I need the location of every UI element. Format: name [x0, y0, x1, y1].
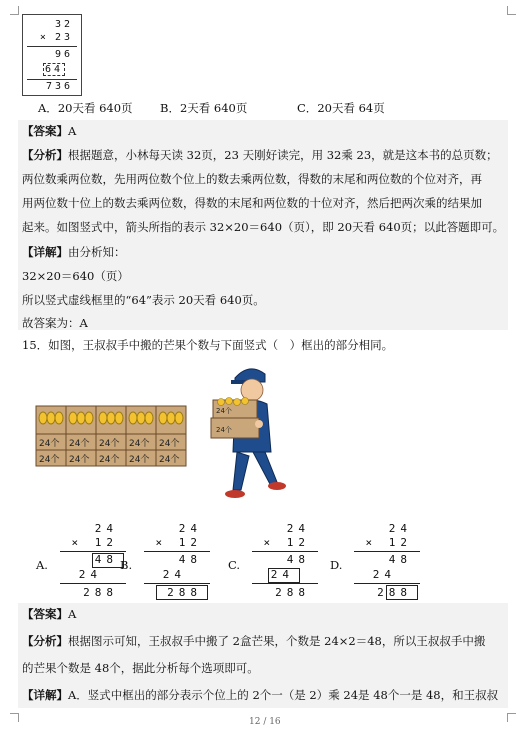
box-label: 24个 — [159, 439, 180, 449]
q14-analysis-line-3: 用两位数十位上的数去乘两位数，得数的末尾和两位数的十位对齐，然后把两次乘的结果加 — [22, 196, 482, 210]
top-multiplication-box — [22, 14, 82, 96]
calc-result: 288 — [377, 586, 412, 599]
box-label: 24个 — [99, 439, 120, 449]
mango-icon — [145, 412, 153, 424]
calc-line — [252, 551, 318, 552]
calc-partial2: 24 — [78, 568, 102, 581]
q14-analysis-line-1: 【分析】根据题意，小林每天读 32页，23 天刚好读完，用 32乘 23，就是这本书的总页数； — [22, 148, 498, 162]
mango-icon — [137, 412, 145, 424]
corner-mark-tl — [10, 6, 19, 15]
calc-multiplicand: 24 — [388, 522, 412, 535]
calc-partial1: 48 — [388, 553, 412, 566]
calc-partial2: 24 — [162, 568, 186, 581]
box-label: 24个 — [129, 455, 150, 465]
calc-result: 288 — [167, 586, 202, 599]
q14-detail-lead: 【详解】由分析知： — [22, 245, 126, 259]
calc-partial2: 24 — [372, 568, 396, 581]
mango-icon — [39, 412, 47, 424]
mango-icon — [115, 412, 123, 424]
calc-result: 288 — [275, 586, 310, 599]
q14-option-c: C．20天看 64页 — [297, 101, 385, 115]
mango-boxes-illustration — [34, 400, 194, 470]
mango-icon — [175, 412, 183, 424]
mango-icon — [159, 412, 167, 424]
calc-option-b — [142, 522, 210, 602]
q15-answer: 【答案】A — [22, 607, 77, 621]
calc-line — [144, 551, 210, 552]
q14-detail-line-2: 所以竖式虚线框里的“64”表示 20天看 640页。 — [22, 293, 265, 307]
calc-multiplier: × 12 — [155, 536, 202, 549]
calc-line — [60, 583, 126, 584]
calc-partial2 — [43, 64, 65, 75]
corner-mark-br — [507, 713, 516, 722]
calc-line — [27, 46, 77, 47]
mango-icon — [69, 412, 77, 424]
calc-line — [252, 583, 318, 584]
corner-mark-bl — [10, 713, 19, 722]
calc-multiplier: × 12 — [365, 536, 412, 549]
calc-multiplier: × 12 — [71, 536, 118, 549]
box-label: 24个 — [69, 439, 90, 449]
dashed-box: 64 — [44, 64, 63, 75]
calc-option-a — [58, 522, 126, 602]
calc-line — [354, 551, 420, 552]
q15-analysis-line-1: 【分析】根据图示可知，王叔叔手中搬了 2盒芒果，个数是 24×2＝48，所以王叔叔手中搬 — [22, 634, 486, 648]
calc-partial1: 48 — [94, 553, 118, 566]
calc-partial1: 48 — [286, 553, 310, 566]
q15-detail-line: 【详解】A．竖式中框出的部分表示个位上的 2个一（是 2）乘 24是 48个一是 48，和王叔叔 — [22, 688, 499, 702]
q14-analysis-line-4: 起来。如图竖式中，箭头所指的表示 32×20＝640（页），即 20天看 640页；以此答题即可。 — [22, 220, 505, 234]
highlight-box — [156, 585, 208, 600]
corner-mark-tr — [507, 6, 516, 15]
mango-icon — [107, 412, 115, 424]
q14-answer: 【答案】A — [22, 124, 77, 138]
calc-result: 288 — [83, 586, 118, 599]
held-box-label-2: 24个 — [216, 426, 232, 434]
q14-detail-line-1: 32×20＝640（页） — [22, 269, 129, 283]
calc-option-letter: A. — [36, 558, 48, 572]
held-box-label-1: 24个 — [216, 407, 232, 415]
calc-partial1: 96 — [54, 49, 73, 60]
q14-option-a: A．20天看 640页 — [38, 101, 133, 115]
worker-carrying-boxes-illustration — [205, 360, 295, 510]
page-number: 12 / 16 — [249, 717, 281, 727]
calc-result: 736 — [45, 81, 73, 92]
calc-line — [354, 583, 420, 584]
calc-multiplier: × 12 — [263, 536, 310, 549]
box-label: 24个 — [99, 455, 120, 465]
box-label: 24个 — [39, 439, 60, 449]
calc-multiplicand: 24 — [94, 522, 118, 535]
calc-multiplicand: 24 — [286, 522, 310, 535]
calc-line — [144, 583, 210, 584]
calc-line — [27, 79, 77, 80]
calc-line — [60, 551, 126, 552]
mango-icon — [99, 412, 107, 424]
calc-multiplier-row: × 23 — [39, 32, 73, 43]
calc-option-d — [352, 522, 420, 602]
mango-icon — [55, 412, 63, 424]
calc-option-letter: C. — [228, 558, 241, 572]
calc-multiplicand: 32 — [54, 19, 73, 30]
q14-option-b: B．2天看 640页 — [160, 101, 248, 115]
mango-icon — [167, 412, 175, 424]
box-label: 24个 — [69, 455, 90, 465]
calc-partial2: 24 — [270, 568, 294, 581]
q15-question: 15．如图，王叔叔手中搬的芒果个数与下面竖式（ ）框出的部分相同。 — [22, 338, 394, 352]
box-label: 24个 — [129, 439, 150, 449]
box-label: 24个 — [159, 455, 180, 465]
calc-option-letter: B. — [120, 558, 133, 572]
q14-analysis-line-2: 两位数乘两位数，先用两位数个位上的数去乘两位数，得数的末尾和两位数的个位对齐，再 — [22, 172, 482, 186]
calc-partial1: 48 — [178, 553, 202, 566]
mango-icon — [85, 412, 93, 424]
q14-detail-line-3: 故答案为：A — [22, 316, 88, 330]
mango-icon — [77, 412, 85, 424]
calc-multiplicand: 24 — [178, 522, 202, 535]
calc-option-c — [250, 522, 318, 602]
mango-icon — [47, 412, 55, 424]
calc-option-letter: D. — [330, 558, 343, 572]
mango-icon — [129, 412, 137, 424]
highlight-box — [268, 568, 300, 583]
q15-analysis-line-2: 的芒果个数是 48个，据此分析每个选项即可。 — [22, 661, 259, 675]
box-label: 24个 — [39, 455, 60, 465]
highlight-box — [386, 585, 418, 600]
